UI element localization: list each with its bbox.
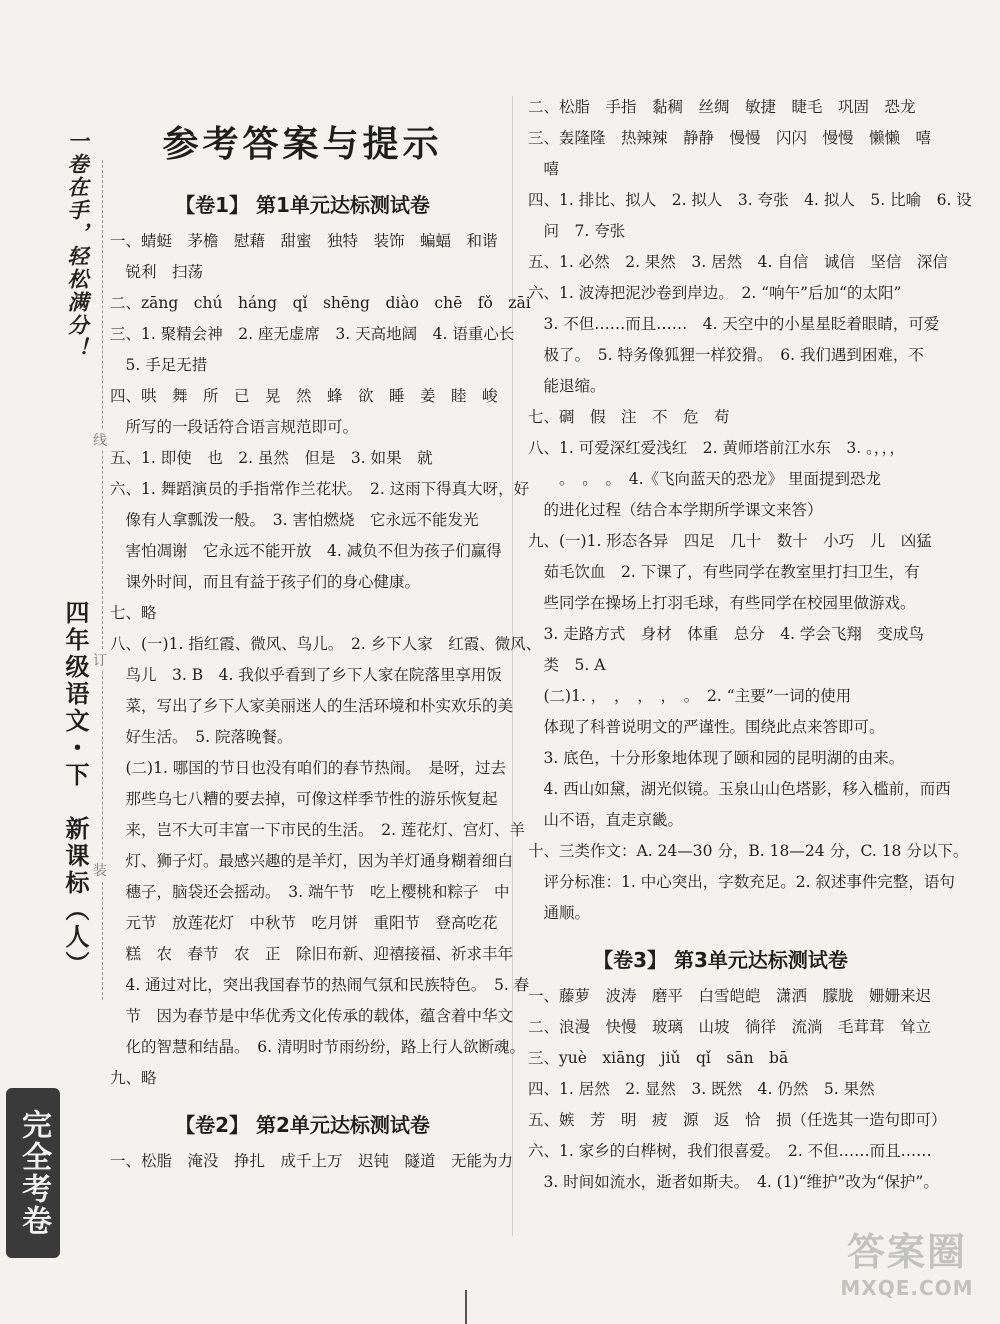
answer-line: 问 7. 夸张	[528, 222, 626, 240]
logo-text: 完全考卷	[16, 1109, 51, 1237]
watermark-url: MXQE.COM	[840, 1275, 974, 1300]
answer-line: 3. 走路方式 身材 体重 总分 4. 学会飞翔 变成鸟	[528, 625, 924, 643]
answer-line: 3. 不但……而且…… 4. 天空中的小星星眨着眼睛，可爱	[528, 315, 940, 333]
answer-line: 穗子，脑袋还会摇动。 3. 端午节 吃上樱桃和粽子 中	[110, 883, 510, 901]
answer-line: 十、三类作文：A. 24—30 分，B. 18—24 分，C. 18 分以下。	[528, 842, 969, 860]
cut-mark: 装	[93, 860, 107, 880]
answer-line: 六、1. 家乡的白桦树，我们很喜爱。 2. 不但……而且……	[528, 1142, 932, 1160]
answer-line: 4. 西山如黛，湖光似镜。玉泉山山色塔影，移入槛前，而西	[528, 780, 951, 798]
answer-line: 茹毛饮血 2. 下课了，有些同学在教室里打扫卫生，有	[528, 563, 920, 581]
answer-line: 菜，写出了乡下人家美丽迷人的生活环境和朴实欢乐的美	[110, 697, 514, 715]
answer-line: 4. 通过对比，突出我国春节的热闹气氛和民族特色。 5. 春	[110, 976, 530, 994]
answer-line: 二、浪漫 快慢 玻璃 山坡 徜徉 流淌 毛茸茸 耸立	[528, 1018, 932, 1036]
answer-line: 五、嫉 芳 明 疲 源 返 恰 损（任选其一造句即可）	[528, 1111, 947, 1129]
section-title-2: 【卷2】 第2单元达标测试卷	[175, 1113, 430, 1137]
answer-line: 九、(一)1. 形态各异 四足 几十 数十 小巧 儿 凶猛	[528, 532, 932, 550]
answer-line: 。 。 。 4.《飞向蓝天的恐龙》 里面提到恐龙	[528, 470, 881, 488]
answer-line: 化的智慧和结晶。 6. 清明时节雨纷纷，路上行人欲断魂。	[110, 1038, 525, 1056]
answer-line: 五、1. 即使 也 2. 虽然 但是 3. 如果 就	[110, 449, 433, 467]
answer-line: 类 5. A	[528, 656, 606, 674]
slogan-text: 一卷在手，轻松满分！	[65, 130, 90, 360]
answer-line: 二、松脂 手指 黏稠 丝绸 敏捷 睫毛 巩固 恐龙	[528, 98, 916, 116]
answer-line: 三、yuè xiāng jiǔ qǐ sān bā	[528, 1049, 789, 1067]
answer-line: 一、松脂 淹没 挣扎 成千上万 迟钝 隧道 无能为力	[110, 1152, 514, 1170]
fold-line	[465, 1290, 467, 1324]
cut-mark: 订	[93, 650, 107, 670]
answer-line: 二、zāng chú háng qǐ shēng diào chē fǒ zāi	[110, 294, 531, 312]
margin-strip	[0, 0, 100, 1324]
section-title-1: 【卷1】 第1单元达标测试卷	[175, 193, 430, 217]
answer-line: 九、略	[110, 1069, 157, 1087]
right-answer-lines-b	[528, 981, 947, 1198]
answer-line: 七、碉 假 注 不 危 苟	[528, 408, 730, 426]
watermark	[832, 1214, 982, 1306]
answer-line: 六、1. 舞蹈演员的手指常作兰花状。 2. 这雨下得真大呀，好	[110, 480, 530, 498]
answer-line: 一、藤萝 波涛 磨平 白雪皑皑 潇洒 朦胧 姗姗来迟	[528, 987, 932, 1005]
watermark-logo-text: 答案圈	[846, 1229, 967, 1274]
answer-line: 极了。 5. 特务像狐狸一样狡猾。 6. 我们遇到困难，不	[528, 346, 924, 364]
answer-line: 能退缩。	[528, 377, 606, 395]
answer-line: 五、1. 必然 2. 果然 3. 居然 4. 自信 诚信 坚信 深信	[528, 253, 948, 271]
answer-line: 那些乌七八糟的要去掉，可像这样季节性的游乐恢复起	[110, 790, 498, 808]
left-answer-lines	[110, 226, 542, 1094]
grade-label: 四年级语文・下 新课标（人）	[61, 600, 89, 978]
cut-mark: 线	[93, 430, 107, 450]
answer-line: 八、1. 可爱深红爱浅红 2. 黄师塔前江水东 3. 。，，，	[528, 439, 905, 457]
answer-line: 一、蜻蜓 茅檐 慰藉 甜蜜 独特 装饰 蝙蝠 和谐	[110, 232, 498, 250]
answer-line: 评分标准：1. 中心突出，字数充足。2. 叙述事件完整，语句	[528, 873, 955, 891]
left-column	[110, 120, 542, 1177]
right-answer-lines-a	[528, 92, 972, 929]
answer-line: 山不语，直走京畿。	[528, 811, 684, 829]
answer-line: 糕 农 春节 农 正 除旧布新、迎禧接福、祈求丰年	[110, 945, 514, 963]
answer-line: 体现了科普说明文的严谨性。围绕此点来答即可。	[528, 718, 885, 736]
page-title: 参考答案与提示	[162, 124, 443, 165]
answer-line: 来，岂不大可丰富一下市民的生活。 2. 莲花灯、宫灯、羊	[110, 821, 525, 839]
answer-line: 的进化过程（结合本学期所学课文来答）	[528, 501, 823, 519]
answer-line: 节 因为春节是中华优秀文化传承的载体，蕴含着中华文	[110, 1007, 514, 1025]
answer-line: 些同学在操场上打羽毛球，有些同学在校园里做游戏。	[528, 594, 916, 612]
answer-line: 鸟儿 3. B 4. 我似乎看到了乡下人家在院落里享用饭	[110, 666, 502, 684]
right-column	[528, 92, 972, 1198]
answer-line: (二)1. 哪国的节日也没有咱们的春节热闹。 是呀，过去	[110, 759, 507, 777]
answer-line: 课外时间，而且有益于孩子们的身心健康。	[110, 573, 421, 591]
answer-line: 七、略	[110, 604, 157, 622]
section-title-3: 【卷3】 第3单元达标测试卷	[593, 948, 848, 972]
answer-line: 四、1. 排比、拟人 2. 拟人 3. 夸张 4. 拟人 5. 比喻 6. 设	[528, 191, 972, 209]
answer-line: (二)1. ， ， ， ， 。 2. “主要”一词的使用	[528, 687, 852, 705]
answer-line: 锐利 扫荡	[110, 263, 204, 281]
answer-line: 所写的一段话符合语言规范即可。	[110, 418, 359, 436]
answer-line: 四、1. 居然 2. 显然 3. 既然 4. 仍然 5. 果然	[528, 1080, 875, 1098]
answer-line: 害怕凋谢 它永远不能开放 4. 减负不但为孩子们赢得	[110, 542, 502, 560]
answer-line: 像有人拿瓢泼一般。 3. 害怕燃烧 它永远不能发光	[110, 511, 479, 529]
answer-line: 八、(一)1. 指红霞、微风、鸟儿。 2. 乡下人家 红霞、微风、	[110, 635, 542, 653]
answer-line: 好生活。 5. 院落晚餐。	[110, 728, 293, 746]
answer-line: 六、1. 波涛把泥沙卷到岸边。 2. “响午”后加“的太阳”	[528, 284, 902, 302]
series-logo	[6, 1088, 60, 1258]
answer-line: 灯、狮子灯。最感兴趣的是羊灯，因为羊灯通身糊着细白	[110, 852, 514, 870]
answer-line: 三、轰隆隆 热辣辣 静静 慢慢 闪闪 慢慢 懒懒 嘻	[528, 129, 932, 147]
answer-line: 元节 放莲花灯 中秋节 吃月饼 重阳节 登高吃花	[110, 914, 498, 932]
answer-line: 3. 底色，十分形象地体现了颐和园的昆明湖的由来。	[528, 749, 905, 767]
answer-line: 通顺。	[528, 904, 591, 922]
column-divider	[512, 96, 513, 1236]
answer-line: 四、哄 舞 所 已 晃 然 蜂 欲 睡 姜 睦 峻	[110, 387, 498, 405]
answer-line: 三、1. 聚精会神 2. 座无虚席 3. 天高地阔 4. 语重心长	[110, 325, 515, 343]
answer-line: 嘻	[528, 160, 560, 178]
answer-line: 5. 手足无措	[110, 356, 208, 374]
answer-line: 3. 时间如流水，逝者如斯夫。 4. (1)“维护”改为“保护”。	[528, 1173, 939, 1191]
